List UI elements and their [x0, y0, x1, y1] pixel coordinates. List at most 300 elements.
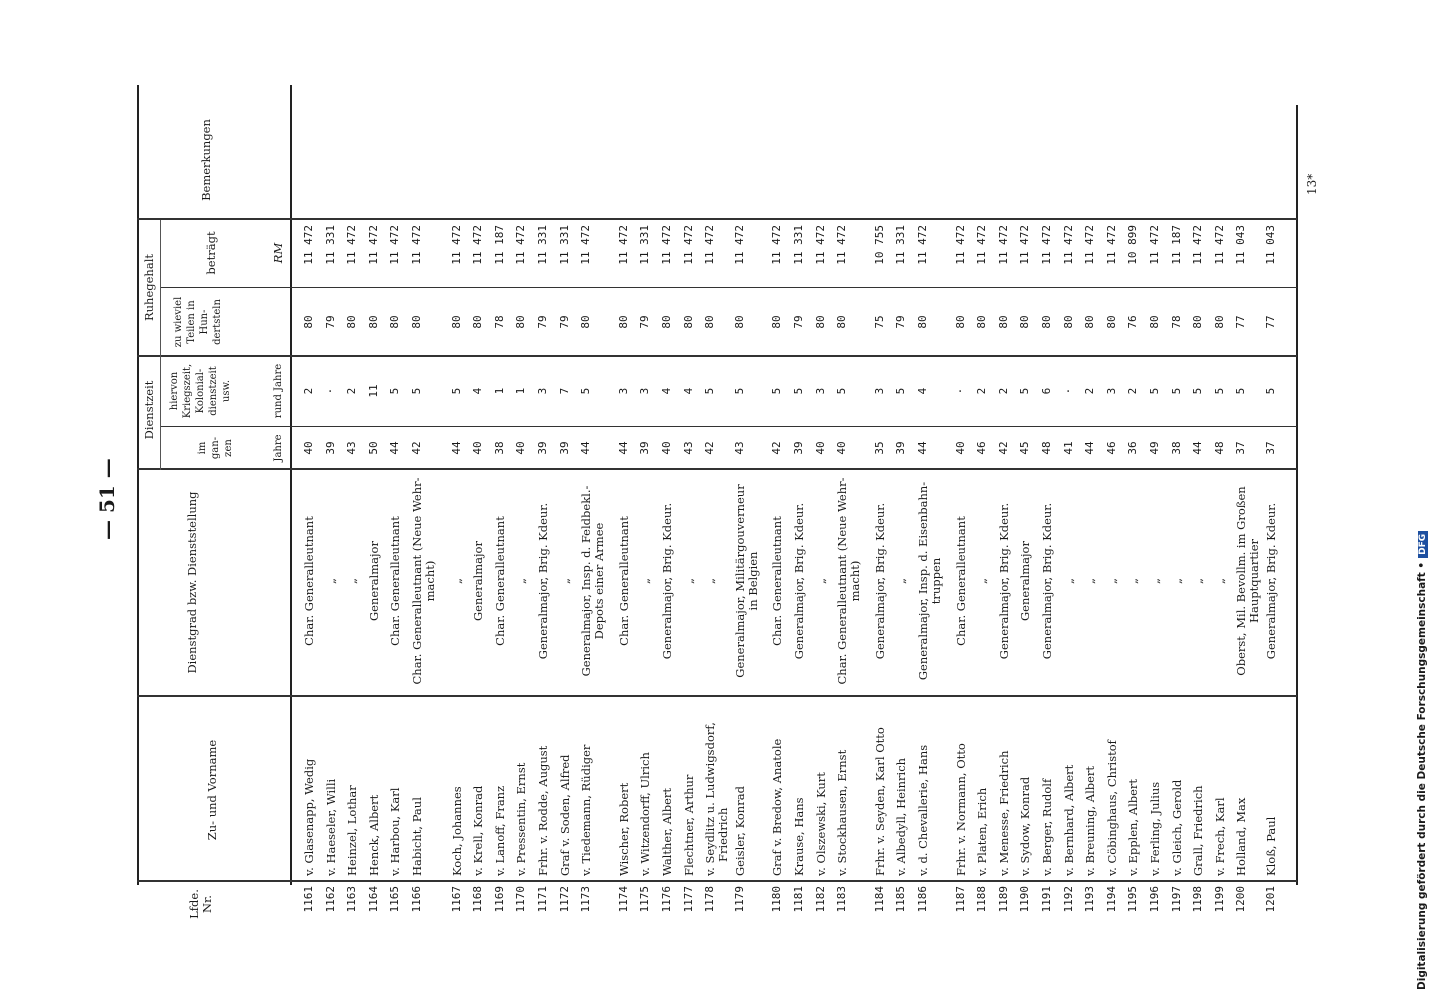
row-war-years: 5 — [792, 387, 805, 395]
row-percent: 79 — [323, 315, 337, 329]
row-war-years: 5 — [1191, 387, 1205, 395]
row-name: v. Cöbinghaus, Christof — [1104, 740, 1119, 876]
header-rund-jahre: rund Jahre — [273, 363, 284, 419]
row-total-years: 42 — [410, 441, 423, 455]
row-rank: Char. Generalleutnant — [616, 516, 631, 646]
row-percent: 80 — [916, 315, 929, 329]
row-number: 1182 — [813, 886, 827, 913]
row-war-years: 1 — [492, 387, 506, 395]
row-percent: 80 — [835, 315, 849, 329]
row-total-years: 46 — [1104, 441, 1118, 455]
row-amount: 11 187 — [492, 225, 506, 265]
row-name: Graf v. Bredow, Anatole — [770, 738, 785, 876]
row-total-years: 39 — [792, 441, 805, 455]
row-amount: 11 472 — [1212, 225, 1226, 265]
header-dienstgrad: Dienstgrad bzw. Dienststellung — [185, 491, 199, 674]
row-rank: „ — [345, 578, 360, 584]
row-total-years: 39 — [557, 441, 571, 455]
row-war-years: 2 — [975, 387, 989, 395]
row-name: Walther, Albert — [660, 787, 674, 876]
row-percent: 80 — [1018, 315, 1032, 329]
footer-credit — [1416, 531, 1428, 990]
row-percent: 80 — [1083, 315, 1097, 329]
header-betraegt: beträgt — [204, 231, 218, 275]
row-name: v. d. Chevallerie, Hans — [916, 744, 930, 876]
row-amount: 11 187 — [1169, 225, 1183, 265]
row-amount: 11 472 — [813, 225, 827, 265]
row-number: 1171 — [536, 886, 549, 913]
row-war-years: · — [953, 387, 967, 395]
row-amount: 11 472 — [953, 225, 967, 265]
row-percent: 79 — [536, 315, 549, 329]
row-name: Frhr. v. Rodde, August — [536, 745, 550, 876]
row-percent: 77 — [1234, 315, 1248, 329]
row-total-years: 40 — [302, 441, 315, 455]
row-name: v. Olszewski, Kurt — [813, 772, 828, 876]
row-percent: 80 — [996, 315, 1010, 329]
row-number: 1172 — [557, 886, 571, 913]
row-rank: Generalmajor, Brig. Kdeur. — [660, 502, 674, 660]
row-percent: 80 — [1148, 315, 1161, 329]
row-name: v. Glasenapp, Wedig — [302, 758, 316, 876]
row-rank-cont: Depots einer Armee — [592, 522, 607, 640]
dfg-logo: DFG — [1418, 531, 1428, 558]
row-war-years: 3 — [872, 387, 886, 395]
row-rank: Char. Generalleutnant (Neue Wehr- — [835, 477, 850, 685]
row-percent: 80 — [681, 315, 695, 329]
row-name: Wischer, Robert — [616, 782, 631, 876]
row-rank: „ — [1126, 578, 1141, 584]
row-percent: 78 — [492, 315, 506, 329]
row-total-years: 39 — [536, 441, 549, 455]
row-amount: 11 472 — [1040, 225, 1053, 265]
row-number: 1185 — [894, 886, 908, 913]
row-total-years: 43 — [732, 441, 746, 455]
row-amount: 11 472 — [996, 225, 1010, 265]
row-total-years: 50 — [366, 441, 380, 455]
row-number: 1199 — [1212, 886, 1226, 913]
col-sep-name — [137, 695, 1297, 697]
row-percent: 80 — [388, 315, 402, 329]
header-im-ganzen: im gan- zen — [197, 436, 234, 460]
row-total-years: 40 — [471, 441, 485, 455]
row-rank: Oberst, Mil. Bevollm. im Großen — [1234, 486, 1249, 676]
row-number: 1193 — [1083, 886, 1097, 913]
row-rank: Char. Generalleutnant (Neue Wehr- — [410, 477, 424, 685]
row-number: 1183 — [835, 886, 849, 913]
row-amount: 11 331 — [557, 225, 571, 265]
row-percent: 80 — [1040, 315, 1053, 329]
row-amount: 11 472 — [449, 225, 463, 265]
row-total-years: 45 — [1018, 441, 1032, 455]
row-name: v. Menesse, Friedrich — [996, 750, 1011, 876]
row-number: 1176 — [660, 886, 673, 913]
row-war-years: 1 — [514, 387, 528, 395]
row-name: v. Platen, Erich — [975, 787, 990, 876]
header-dienstzeit: Dienstzeit — [142, 380, 156, 440]
row-amount: 11 472 — [1083, 225, 1097, 265]
row-number: 1173 — [579, 886, 593, 913]
row-war-years: 3 — [813, 387, 827, 395]
row-amount: 11 472 — [1148, 225, 1161, 265]
row-amount: 11 043 — [1264, 225, 1277, 265]
row-percent: 80 — [345, 315, 359, 329]
row-amount: 11 472 — [302, 225, 315, 265]
row-total-years: 40 — [660, 441, 673, 455]
header-lfd-nr: Lfde. Nr. — [187, 889, 214, 919]
row-war-years: 4 — [681, 387, 695, 395]
row-amount: 10 755 — [872, 225, 886, 265]
row-percent: 80 — [1104, 315, 1118, 329]
row-amount: 11 331 — [894, 225, 908, 265]
col-sep-pct — [160, 287, 1297, 288]
row-number: 1164 — [366, 886, 380, 913]
row-total-years: 42 — [703, 441, 717, 455]
row-number: 1165 — [388, 886, 402, 913]
signature-mark: 13* — [1305, 173, 1319, 195]
row-war-years: 4 — [916, 387, 929, 395]
row-name: v. Epplen, Albert — [1126, 778, 1141, 876]
row-name: Grall, Friedrich — [1191, 785, 1206, 876]
row-name: Graf v. Soden, Alfred — [557, 754, 572, 876]
row-rank: Generalmajor, Insp. d. Eisenbahn- — [916, 481, 930, 681]
row-amount: 11 472 — [471, 225, 485, 265]
row-rank-cont: macht) — [848, 560, 863, 602]
row-war-years: 2 — [345, 387, 359, 395]
row-war-years: 5 — [894, 387, 908, 395]
row-war-years: 3 — [1104, 387, 1118, 395]
row-amount: 11 472 — [410, 225, 423, 265]
row-rank: „ — [1083, 578, 1098, 584]
row-percent: 80 — [953, 315, 967, 329]
row-percent: 80 — [471, 315, 485, 329]
row-rank-cont: macht) — [423, 560, 437, 602]
row-percent: 80 — [1061, 315, 1075, 329]
row-war-years: 2 — [1126, 387, 1140, 395]
row-name: Koch, Johannes — [449, 786, 464, 876]
row-rank: „ — [514, 578, 529, 584]
row-name: Heinzel, Lothar — [345, 785, 360, 876]
row-amount: 11 472 — [681, 225, 695, 265]
row-rank: „ — [1061, 578, 1076, 584]
table-bottom-rule — [1296, 105, 1298, 885]
row-number: 1179 — [732, 886, 746, 913]
header-jahre: Jahre — [273, 434, 284, 462]
row-amount: 11 472 — [732, 225, 746, 265]
row-total-years: 40 — [835, 441, 849, 455]
row-rank: „ — [975, 578, 990, 584]
row-name: v. Pressentin, Ernst — [514, 762, 529, 876]
row-rank: Generalmajor, Brig. Kdeur. — [996, 502, 1011, 660]
row-rank: „ — [813, 578, 828, 584]
row-percent: 80 — [449, 315, 463, 329]
row-war-years: 5 — [770, 387, 784, 395]
row-number: 1198 — [1191, 886, 1205, 913]
row-total-years: 39 — [894, 441, 908, 455]
row-total-years: 39 — [638, 441, 652, 455]
row-rank: „ — [557, 578, 572, 584]
row-number: 1201 — [1264, 886, 1277, 913]
row-number: 1200 — [1234, 886, 1248, 913]
row-amount: 11 472 — [975, 225, 989, 265]
row-percent: 80 — [703, 315, 717, 329]
row-total-years: 38 — [492, 441, 506, 455]
row-percent: 80 — [975, 315, 989, 329]
row-amount: 11 472 — [703, 225, 717, 265]
row-war-years: 5 — [1212, 387, 1226, 395]
row-number: 1191 — [1040, 886, 1053, 913]
col-sep-rank — [137, 468, 1297, 470]
row-total-years: 46 — [975, 441, 989, 455]
row-number: 1180 — [770, 886, 784, 913]
row-name: Kloß, Paul — [1264, 816, 1278, 876]
row-rank: Generalmajor, Insp. d. Feldbekl.- — [579, 485, 594, 677]
row-total-years: 43 — [345, 441, 359, 455]
row-number: 1177 — [681, 886, 695, 913]
row-name: Henck, Albert — [366, 794, 381, 876]
row-rank: „ — [703, 578, 718, 584]
row-total-years: 44 — [388, 441, 402, 455]
row-number: 1162 — [323, 886, 337, 913]
row-number: 1192 — [1061, 886, 1075, 913]
row-war-years: 2 — [302, 387, 315, 395]
row-percent: 80 — [410, 315, 423, 329]
row-rank: „ — [1104, 578, 1119, 584]
row-name: v. Bernhard, Albert — [1061, 764, 1076, 876]
row-amount: 11 331 — [323, 225, 337, 265]
row-total-years: 36 — [1126, 441, 1140, 455]
row-rank: „ — [1148, 578, 1162, 584]
row-war-years: 5 — [388, 387, 402, 395]
table-top-rule — [137, 85, 139, 885]
row-war-years: 5 — [1148, 387, 1161, 395]
row-number: 1170 — [514, 886, 528, 913]
row-percent: 80 — [302, 315, 315, 329]
row-rank: Generalmajor — [471, 541, 486, 621]
row-percent: 79 — [894, 315, 908, 329]
row-rank: Char. Generalleutnant — [492, 516, 507, 646]
row-name: Holland, Max — [1234, 797, 1249, 876]
row-rank: Generalmajor, Brig. Kdeur. — [872, 502, 887, 660]
row-rank-cont: truppen — [929, 557, 943, 605]
row-war-years: 3 — [616, 387, 630, 395]
row-number: 1166 — [410, 886, 423, 913]
row-number: 1188 — [975, 886, 989, 913]
row-total-years: 49 — [1148, 441, 1161, 455]
row-rank: Generalmajor, Brig. Kdeur. — [1040, 502, 1054, 660]
row-amount: 11 472 — [1104, 225, 1118, 265]
row-total-years: 48 — [1212, 441, 1226, 455]
row-total-years: 40 — [813, 441, 827, 455]
row-name: v. Tiedemann, Rüdiger — [579, 744, 594, 876]
row-number: 1189 — [996, 886, 1010, 913]
row-number: 1196 — [1148, 886, 1161, 913]
row-number: 1178 — [703, 886, 717, 913]
row-war-years: 5 — [579, 387, 593, 395]
row-rank: „ — [681, 578, 696, 584]
row-name: v. Sydow, Konrad — [1018, 776, 1033, 876]
row-war-years: 4 — [660, 387, 673, 395]
row-name: v. Haeseler, Willi — [323, 778, 338, 876]
row-amount: 11 472 — [579, 225, 593, 265]
row-amount: 11 472 — [514, 225, 528, 265]
row-percent: 80 — [1191, 315, 1205, 329]
row-total-years: 37 — [1264, 441, 1277, 455]
row-total-years: 44 — [1083, 441, 1097, 455]
header-bemerkungen: Bemerkungen — [199, 119, 213, 201]
row-number: 1161 — [302, 886, 315, 913]
header-zu-wieviel: zu wieviel Teilen in Hun- dertsteln — [173, 296, 223, 348]
row-number: 1168 — [471, 886, 485, 913]
row-number: 1187 — [953, 886, 967, 913]
row-war-years: 5 — [1169, 387, 1183, 395]
row-total-years: 48 — [1040, 441, 1053, 455]
row-percent: 76 — [1126, 315, 1140, 329]
row-total-years: 44 — [449, 441, 463, 455]
row-total-years: 35 — [872, 441, 886, 455]
row-total-years: 43 — [681, 441, 695, 455]
row-number: 1197 — [1169, 886, 1183, 913]
row-total-years: 44 — [579, 441, 593, 455]
row-percent: 80 — [616, 315, 630, 329]
row-percent: 77 — [1264, 315, 1277, 329]
row-rank: Generalmajor, Militärgouverneur — [732, 484, 747, 678]
row-number: 1190 — [1018, 886, 1032, 913]
row-rank: Char. Generalleutnant — [770, 516, 785, 646]
row-war-years: 11 — [366, 384, 380, 398]
row-name: Habicht, Paul — [410, 797, 424, 876]
row-percent: 80 — [732, 315, 746, 329]
row-name: v. Ferling, Julius — [1148, 781, 1162, 876]
row-name: Frhr. v. Normann, Otto — [953, 743, 968, 876]
row-name: v. Harbou, Karl — [388, 787, 403, 876]
footer-text: Digitalisierung gefördert durch die Deutsche Forschungsgemeinschaft • — [1416, 561, 1428, 990]
row-name: Geisler, Konrad — [732, 786, 747, 876]
row-war-years: · — [323, 387, 337, 395]
row-war-years: 5 — [449, 387, 463, 395]
row-percent: 78 — [1169, 315, 1183, 329]
row-war-years: 5 — [835, 387, 849, 395]
row-amount: 11 472 — [345, 225, 359, 265]
row-rank: Generalmajor, Brig. Kdeur. — [1264, 502, 1278, 660]
row-number: 1174 — [616, 886, 630, 913]
row-rank: „ — [638, 578, 653, 584]
row-war-years: 2 — [1083, 387, 1097, 395]
row-war-years: 6 — [1040, 387, 1053, 395]
header-name: Zu- und Vorname — [205, 739, 219, 841]
row-amount: 11 472 — [1018, 225, 1032, 265]
row-number: 1195 — [1126, 886, 1140, 913]
row-name: Flechtner, Arthur — [681, 774, 696, 876]
row-rank: „ — [1212, 578, 1227, 584]
header-hiervon: hiervon Kriegszeit, Kolonial- dienstzeit usw. — [169, 363, 232, 419]
row-number: 1181 — [792, 886, 805, 913]
group-header-rule — [160, 220, 161, 470]
row-rank: „ — [894, 578, 909, 584]
col-sep-dienstzeit — [137, 355, 1297, 357]
row-name: v. Gleich, Gerold — [1169, 779, 1184, 876]
col-sep-nr — [137, 880, 1297, 882]
row-total-years: 37 — [1234, 441, 1248, 455]
row-percent: 75 — [872, 315, 886, 329]
row-percent: 80 — [1212, 315, 1226, 329]
row-war-years: 5 — [410, 387, 423, 395]
row-percent: 80 — [579, 315, 593, 329]
row-number: 1167 — [449, 886, 463, 913]
row-rank: Char. Generalleutnant — [302, 516, 316, 646]
row-name: v. Breuning, Albert — [1083, 765, 1098, 876]
row-amount: 11 472 — [366, 225, 380, 265]
row-rank: Char. Generalleutnant — [953, 516, 968, 646]
row-total-years: 40 — [953, 441, 967, 455]
row-war-years: 4 — [471, 387, 485, 395]
row-war-years: 5 — [703, 387, 717, 395]
row-number: 1169 — [492, 886, 506, 913]
row-name: v. Seydlitz u. Ludwigsdorf, — [703, 722, 718, 876]
row-amount: 11 472 — [1191, 225, 1205, 265]
row-total-years: 40 — [514, 441, 528, 455]
row-rank-cont: in Belgien — [745, 551, 760, 611]
row-number: 1184 — [872, 886, 886, 913]
row-rank: „ — [323, 578, 338, 584]
row-war-years: 5 — [1264, 387, 1277, 395]
header-rm: RM — [271, 242, 285, 264]
row-amount: 11 472 — [660, 225, 673, 265]
header-bottom-rule — [290, 85, 292, 885]
row-amount: 11 472 — [835, 225, 849, 265]
row-number: 1194 — [1104, 886, 1118, 913]
row-total-years: 41 — [1061, 441, 1075, 455]
row-percent: 80 — [813, 315, 827, 329]
row-name: v. Frech, Karl — [1212, 797, 1227, 876]
row-percent: 80 — [660, 315, 673, 329]
row-amount: 11 472 — [388, 225, 402, 265]
row-percent: 80 — [770, 315, 784, 329]
row-rank: Generalmajor — [366, 541, 381, 621]
row-total-years: 42 — [770, 441, 784, 455]
row-war-years: 5 — [1234, 387, 1248, 395]
header-ruhegehalt: Ruhegehalt — [142, 254, 156, 322]
row-rank: „ — [449, 578, 464, 584]
row-amount: 11 472 — [1061, 225, 1075, 265]
row-amount: 11 331 — [536, 225, 549, 265]
row-amount: 11 043 — [1234, 225, 1248, 265]
row-amount: 11 472 — [770, 225, 784, 265]
row-rank-cont: Hauptquartier — [1247, 539, 1262, 623]
row-total-years: 39 — [323, 441, 337, 455]
row-total-years: 42 — [996, 441, 1010, 455]
row-name: v. Lanoff, Franz — [492, 785, 507, 876]
row-percent: 79 — [557, 315, 571, 329]
row-number: 1186 — [916, 886, 929, 913]
row-war-years: 5 — [1018, 387, 1032, 395]
row-number: 1175 — [638, 886, 652, 913]
row-name: Krause, Hans — [792, 797, 806, 876]
row-rank: Generalmajor — [1018, 541, 1033, 621]
row-amount: 11 331 — [792, 225, 805, 265]
row-rank: Generalmajor, Brig. Kdeur. — [792, 502, 806, 660]
row-amount: 10 899 — [1126, 225, 1140, 265]
row-percent: 80 — [514, 315, 528, 329]
row-total-years: 44 — [916, 441, 929, 455]
row-name: v. Stockhausen, Ernst — [835, 749, 850, 876]
row-name: v. Albedyll, Heinrich — [894, 757, 909, 876]
row-percent: 80 — [366, 315, 380, 329]
row-amount: 11 472 — [916, 225, 929, 265]
row-name: v. Berger, Rudolf — [1040, 778, 1054, 876]
row-total-years: 44 — [616, 441, 630, 455]
row-rank: Char. Generalleutnant — [388, 516, 403, 646]
